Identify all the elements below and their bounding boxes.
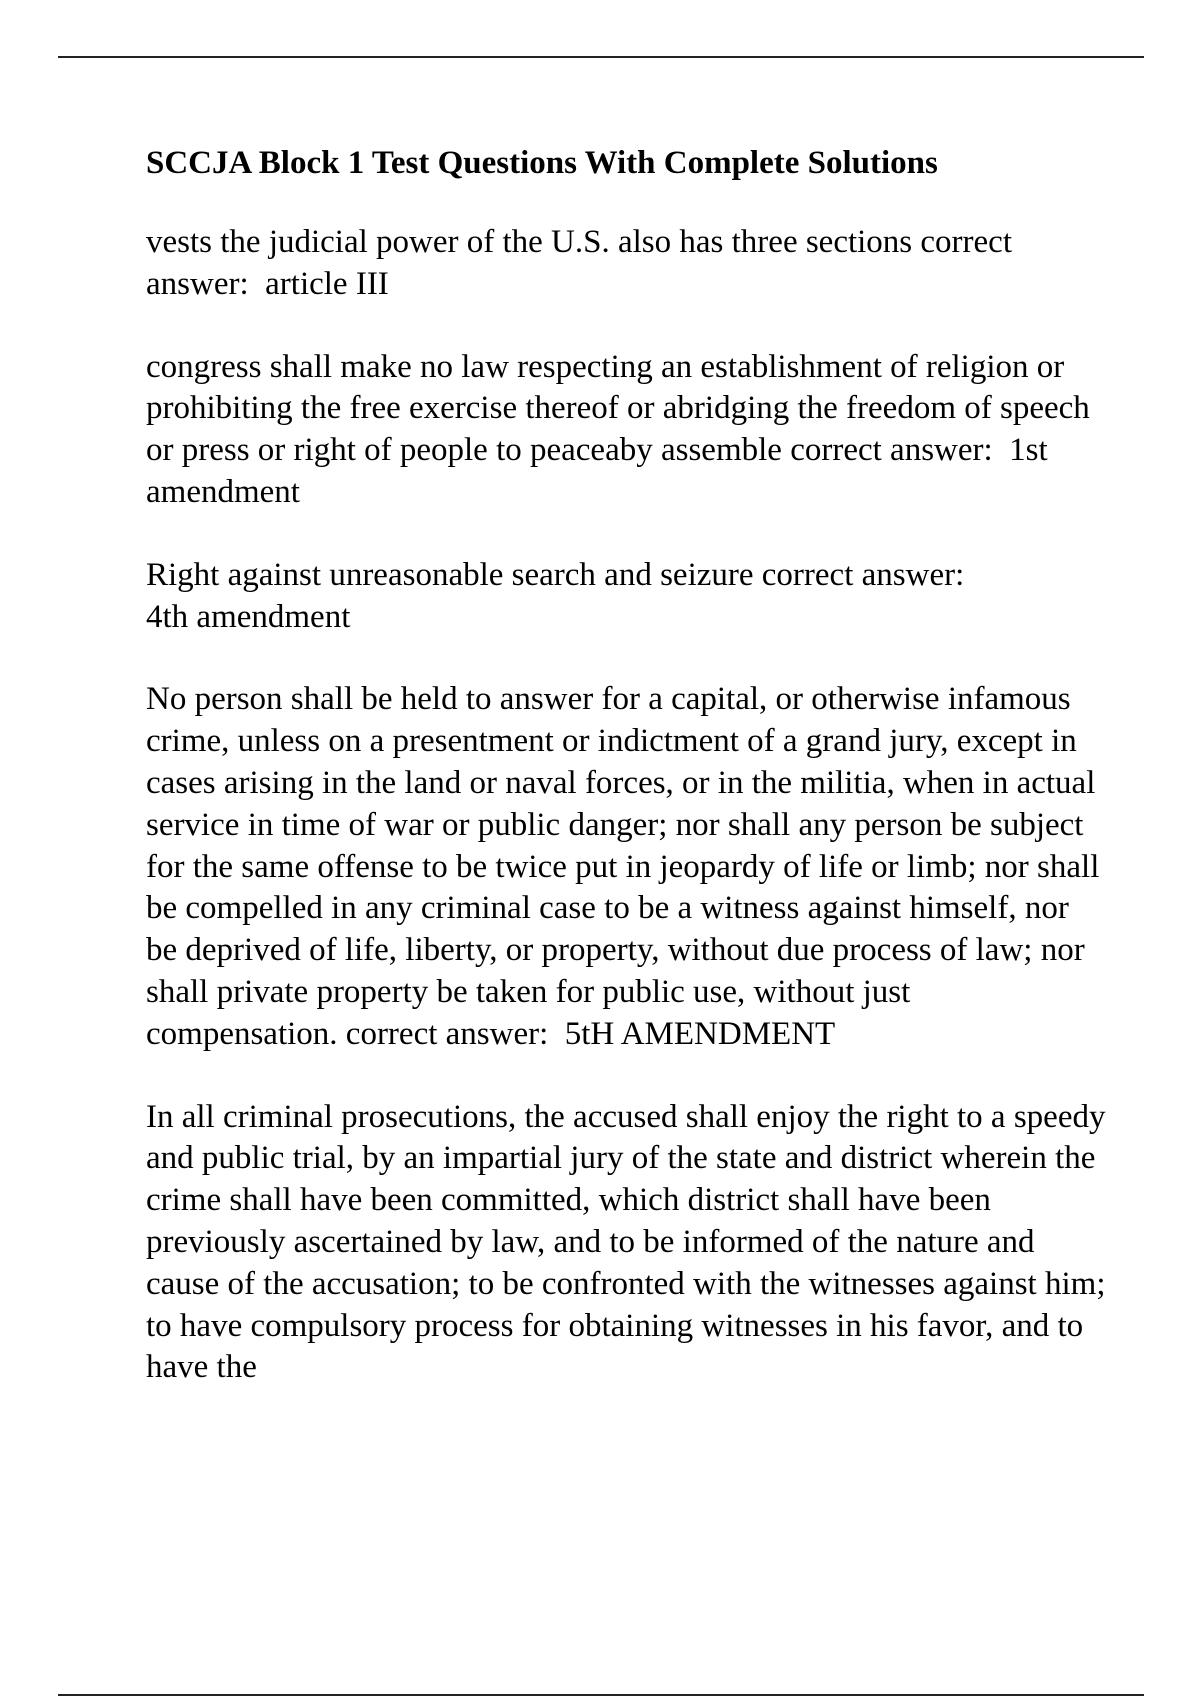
answer-text: 5tH AMENDMENT [564, 1015, 836, 1052]
question-text: No person shall be held to answer for a capital, or otherwise infamous crime, unless on a presentment or indictment of a grand jury, except in cases arising in the land or naval forces, or in the militia, when in actual service in time of war or public danger; nor shall any person be subject for the same offense to be twice put in jeopardy of life or limb; nor shall be compelled in any criminal case to be a witness against himself, nor be deprived of life, liberty, or property, without due process of law; nor shall private property be taken for public use, without just compensation. [146, 681, 1100, 1052]
question-text: vests the judicial power of the U.S. also has three sections [146, 224, 913, 260]
answer-text: article III [265, 265, 389, 302]
answer-label: correct answer: [790, 432, 993, 469]
qa-item-2 [146, 347, 1106, 514]
qa-item-3 [146, 555, 1106, 639]
bottom-divider [58, 1694, 1144, 1696]
qa-item-5 [146, 1097, 1106, 1390]
answer-text: 4th amendment [146, 598, 351, 635]
question-text: In all criminal prosecutions, the accused shall enjoy the right to a speedy and public trial, by an impartial jury of the state and district wherein the crime shall have been committed, which district shall have been previously ascertained by law, and to be informed of the nature and cause of the accusation; to be confronted with the witnesses against him; to have compulsory process for obtaining witnesses in his favor, and to have the [146, 1098, 1106, 1386]
answer-label: correct answer: [761, 556, 965, 593]
question-text: congress shall make no law respecting an establishment of religion or prohibiting the free exercise thereof or abridging the freedom of speech or press or right of people to peaceaby assemble [146, 348, 1090, 469]
question-text: Right against unreasonable search and seizure [146, 556, 754, 593]
answer-label: correct answer: [146, 224, 1012, 302]
document-title: SCCJA Block 1 Test Questions With Complete Solutions [146, 145, 938, 181]
answer-label: correct answer: [345, 1015, 549, 1052]
qa-item-1 [146, 222, 1106, 306]
qa-item-4 [146, 679, 1106, 1055]
answer-text: 1st amendment [146, 432, 1048, 510]
top-divider [58, 56, 1144, 58]
document-body [146, 142, 1106, 1430]
